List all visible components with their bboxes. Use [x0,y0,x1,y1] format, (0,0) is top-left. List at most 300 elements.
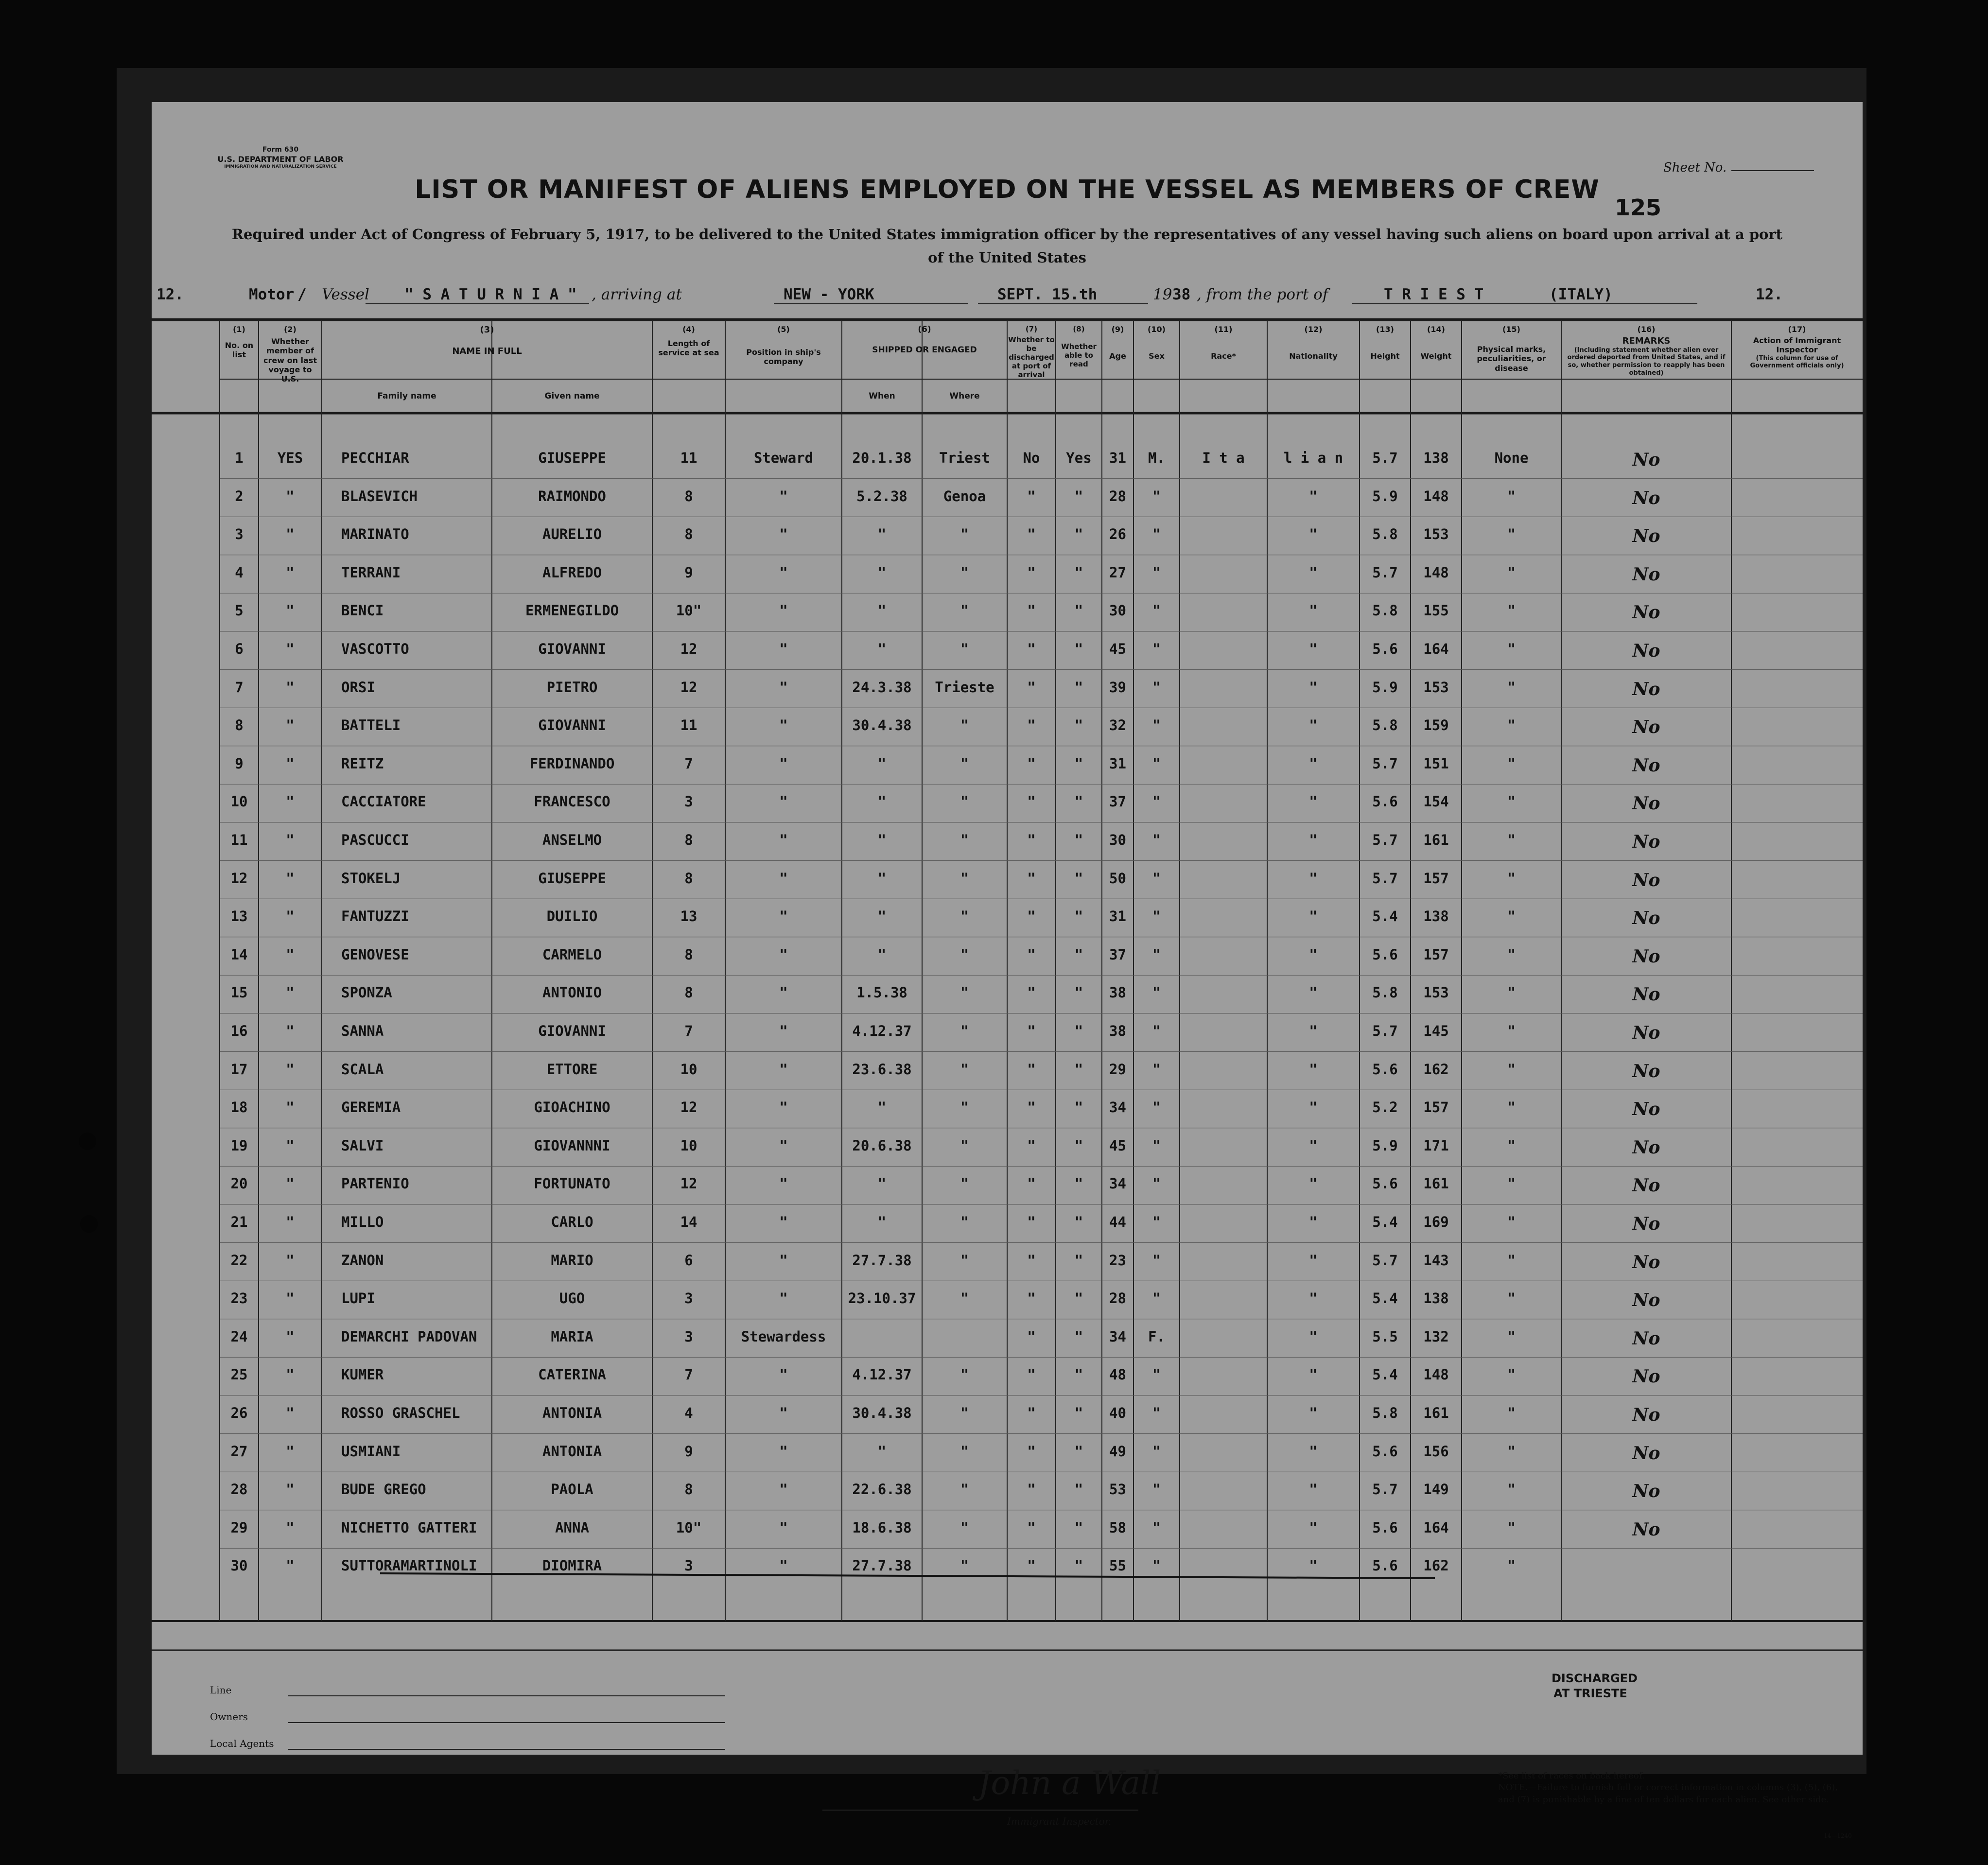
cell-sex: " [1152,1099,1161,1116]
cell-when: 30.4.38 [852,1405,912,1421]
cell-age: 45 [1109,641,1126,657]
cell-when: " [877,1214,887,1230]
cell-sex: M. [1148,450,1165,466]
cell-position: " [779,1023,788,1039]
cell-service: 3 [684,793,693,810]
cell-discharge: " [1027,1405,1036,1421]
department-name: U.S. DEPARTMENT OF LABOR [217,154,344,164]
cell-where: " [960,1175,969,1192]
cell-height: 5.2 [1372,1099,1398,1116]
cell-marks: " [1507,984,1516,1001]
cell-discharge: " [1027,1137,1036,1154]
cell-given: FORTUNATO [534,1175,610,1192]
cell-marks: None [1494,450,1529,466]
cell-height: 5.9 [1372,488,1398,505]
cell-service: 7 [684,1366,693,1383]
cell-when: 24.3.38 [852,679,912,696]
cell-position: " [779,641,788,657]
cell-read: " [1074,1252,1083,1269]
cell-no: 20 [230,1175,248,1192]
cell-where: " [960,984,969,1001]
cell-nationality: " [1309,946,1318,963]
cell-service: 3 [684,1290,693,1307]
cell-family: ORSI [341,679,375,696]
cell-where: " [960,1214,969,1230]
cell-given: ETTORE [546,1061,598,1078]
owners-field [288,1722,725,1723]
cell-no: 6 [235,641,244,657]
cell-position: " [779,602,788,619]
cell-remarks: No [1632,526,1660,547]
cell-nationality: " [1309,1328,1318,1345]
cell-sex: " [1152,755,1161,772]
header-position: (5) Position in ship's company [746,325,821,366]
cell-where: Triest [939,450,990,466]
sheet-right-number: 12. [1756,286,1783,303]
cell-remarks: No [1632,1366,1660,1387]
cell-position: Stewardess [741,1328,826,1345]
cell-remarks: No [1632,564,1660,585]
cell-no: 16 [230,1023,248,1039]
cell-when: 27.7.38 [852,1252,912,1269]
cell-weight: 149 [1423,1481,1449,1498]
cell-discharge: " [1027,1214,1036,1230]
cell-position: " [779,1099,788,1116]
cell-given: GIOVANNNI [534,1137,610,1154]
cell-when: 18.6.38 [852,1519,912,1536]
cell-given: ANNA [555,1519,589,1536]
cell-when: 20.1.38 [852,450,912,466]
cell-when: 4.12.37 [852,1366,912,1383]
header-where: Where [949,391,980,401]
cell-age: 45 [1109,1137,1126,1154]
manifest-sheet [152,102,1863,1839]
cell-crew: " [286,1405,295,1421]
cell-remarks: No [1632,1481,1660,1502]
cell-height: 5.4 [1372,908,1398,925]
cell-no: 22 [230,1252,248,1269]
cell-given: RAIMONDO [538,488,606,505]
cell-crew: " [286,1214,295,1230]
cell-crew: " [286,793,295,810]
cell-where: " [960,832,969,848]
cell-read: " [1074,488,1083,505]
cell-read: " [1074,1366,1083,1383]
cell-discharge: " [1027,908,1036,925]
cell-discharge: " [1027,526,1036,543]
cell-nationality: " [1309,641,1318,657]
cell-no: 26 [230,1405,248,1421]
cell-given: MARIO [551,1252,593,1269]
cell-weight: 159 [1423,717,1449,734]
cell-given: ANTONIA [542,1405,602,1421]
line-label: Line [210,1684,232,1696]
cell-where: " [960,755,969,772]
cell-crew: " [286,755,295,772]
cell-when: " [877,641,887,657]
cell-when: 1.5.38 [856,984,907,1001]
cell-when: " [877,793,887,810]
from-country: (ITALY) [1549,286,1613,303]
cell-no: 28 [230,1481,248,1498]
header-family-name: Family name [377,391,436,401]
cell-read: " [1074,564,1083,581]
cell-family: BENCI [341,602,384,619]
cell-crew: " [286,564,295,581]
cell-age: 23 [1109,1252,1126,1269]
header-name-in-full: (3) NAME IN FULL [452,325,522,356]
cell-nationality: " [1309,755,1318,772]
cell-read: " [1074,717,1083,734]
cell-crew: " [286,641,295,657]
cell-nationality: " [1309,1481,1318,1498]
cell-remarks: No [1632,1137,1660,1158]
service-name: IMMIGRATION AND NATURALIZATION SERVICE [224,164,337,169]
cell-marks: " [1507,1137,1516,1154]
cell-age: 37 [1109,793,1126,810]
cell-nationality: " [1309,488,1318,505]
cell-read: " [1074,1443,1083,1460]
form-number: Form 630 [262,146,299,154]
cell-crew: " [286,526,295,543]
cell-position: " [779,1405,788,1421]
cell-service: 12 [680,641,698,657]
cell-read: " [1074,1214,1083,1230]
cell-when: 5.2.38 [856,488,907,505]
header-given-name: Given name [544,391,600,401]
cell-no: 27 [230,1443,248,1460]
cell-remarks: No [1632,1214,1660,1234]
cell-given: PIETRO [546,679,598,696]
cell-discharge: " [1027,755,1036,772]
cell-service: 3 [684,1328,693,1345]
cell-sex: " [1152,1175,1161,1192]
header-discharged: (7) Whether to be discharged at port of arrival [1008,325,1055,379]
cell-weight: 164 [1423,1519,1449,1536]
cell-no: 7 [235,679,244,696]
cell-given: AURELIO [542,526,602,543]
cell-when: 27.7.38 [852,1557,912,1574]
cell-height: 5.8 [1372,984,1398,1001]
cell-crew: " [286,717,295,734]
cell-weight: 153 [1423,984,1449,1001]
vessel-name: " S A T U R N I A " [404,286,577,303]
penalty-note: NOTE.—Failure to furnish full or correct information in columns (3), (5), (6), and (7) is punishable by a fine of ten dollars for each alien. See other side. [1498,1782,1838,1805]
cell-marks: " [1507,1328,1516,1345]
cell-remarks: No [1632,1061,1660,1081]
cell-height: 5.8 [1372,526,1398,543]
cell-height: 5.6 [1372,1519,1398,1536]
cell-weight: 164 [1423,641,1449,657]
cell-given: GIUSEPPE [538,870,606,887]
cell-nationality: " [1309,1366,1318,1383]
cell-height: 5.8 [1372,602,1398,619]
cell-height: 5.8 [1372,717,1398,734]
cell-discharge: " [1027,1557,1036,1574]
cell-height: 5.7 [1372,564,1398,581]
header-weight: (14) Weight [1420,325,1452,361]
cell-marks: " [1507,1443,1516,1460]
cell-given: ANSELMO [542,832,602,848]
cell-remarks: No [1632,602,1660,623]
line-field [288,1695,725,1696]
cell-discharge: " [1027,1252,1036,1269]
cell-read: " [1074,602,1083,619]
cell-marks: " [1507,1405,1516,1421]
cell-remarks: No [1632,1519,1660,1540]
cell-sex: " [1152,488,1161,505]
cell-discharge: " [1027,1061,1036,1078]
binder-hole [80,1215,98,1233]
cell-no: 24 [230,1328,248,1345]
cell-read: " [1074,1405,1083,1421]
cell-remarks: No [1632,1099,1660,1120]
cell-sex: " [1152,526,1161,543]
cell-weight: 145 [1423,1023,1449,1039]
cell-when: " [877,946,887,963]
header-sex: (10) Sex [1148,325,1166,361]
header-able-to-read: (8) Whether able to read [1061,325,1097,368]
cell-crew: YES [277,450,303,466]
cell-read: " [1074,946,1083,963]
cell-discharge: " [1027,679,1036,696]
header-race: (11) Race* [1211,325,1236,361]
cell-family: REITZ [341,755,384,772]
cell-where: " [960,717,969,734]
year-suffix: 38 [1172,286,1191,303]
cell-remarks: No [1632,679,1660,699]
cell-given: GIUSEPPE [538,450,606,466]
cell-sex: " [1152,870,1161,887]
vessel-label: Vessel [322,286,369,303]
footer-notes [1498,1770,1848,1806]
cell-marks: " [1507,602,1516,619]
cell-when: " [877,526,887,543]
cell-where: Genoa [943,488,986,505]
page-number: 125 [1615,194,1662,221]
cell-family: SALVI [341,1137,384,1154]
cell-service: 8 [684,984,693,1001]
cell-crew: " [286,1328,295,1345]
cell-marks: " [1507,1290,1516,1307]
cell-no: 2 [235,488,244,505]
cell-no: 3 [235,526,244,543]
cell-read: " [1074,984,1083,1001]
cell-no: 5 [235,602,244,619]
cell-nationality: " [1309,1137,1318,1154]
cell-nationality: " [1309,1557,1318,1574]
cell-family: PASCUCCI [341,832,409,848]
cell-sex: F. [1148,1328,1165,1345]
cell-position: " [779,755,788,772]
cell-remarks: No [1632,450,1660,470]
cell-where: Trieste [935,679,994,696]
cell-weight: 161 [1423,832,1449,848]
cell-family: SPONZA [341,984,392,1001]
sheet-left-number: 12. [157,286,184,303]
cell-given: GIOVANNI [538,641,606,657]
cell-nationality: " [1309,984,1318,1001]
cell-weight: 138 [1423,908,1449,925]
cell-where: " [960,1557,969,1574]
cell-position: " [779,1137,788,1154]
cell-where: " [960,641,969,657]
cell-marks: " [1507,679,1516,696]
cell-read: " [1074,1290,1083,1307]
cell-height: 5.7 [1372,1481,1398,1498]
cell-position: " [779,1443,788,1460]
cell-nationality: " [1309,602,1318,619]
cell-when: " [877,1175,887,1192]
cell-position: " [779,1366,788,1383]
cell-crew: " [286,1137,295,1154]
cell-service: 10" [676,602,702,619]
cell-position: " [779,1252,788,1269]
cell-weight: 162 [1423,1557,1449,1574]
cell-read: " [1074,1328,1083,1345]
cell-read: " [1074,679,1083,696]
cell-weight: 157 [1423,1099,1449,1116]
cell-family: USMIANI [341,1443,401,1460]
cell-height: 5.9 [1372,679,1398,696]
cell-marks: " [1507,564,1516,581]
cell-service: 11 [680,717,698,734]
cell-family: PARTENIO [341,1175,409,1192]
cell-given: CARMELO [542,946,602,963]
cell-discharge: " [1027,564,1036,581]
cell-family: BUDE GREGO [341,1481,426,1498]
cell-position: " [779,1557,788,1574]
cell-where: " [960,870,969,887]
cell-discharge: " [1027,1328,1036,1345]
cell-age: 32 [1109,717,1126,734]
cell-read: " [1074,1061,1083,1078]
cell-position: " [779,1290,788,1307]
cell-no: 17 [230,1061,248,1078]
cell-service: 12 [680,679,698,696]
cell-service: 6 [684,1252,693,1269]
cell-crew: " [286,1519,295,1536]
cell-height: 5.6 [1372,1061,1398,1078]
cell-weight: 153 [1423,526,1449,543]
cell-discharge: No [1023,450,1040,466]
cell-given: ALFREDO [542,564,602,581]
cell-age: 39 [1109,679,1126,696]
cell-age: 31 [1109,450,1126,466]
cell-no: 21 [230,1214,248,1230]
header-age: (9) Age [1109,325,1126,361]
cell-age: 28 [1109,1290,1126,1307]
cell-read: " [1074,526,1083,543]
cell-nationality: " [1309,1023,1318,1039]
cell-service: 14 [680,1214,698,1230]
cell-marks: " [1507,488,1516,505]
cell-nationality: " [1309,1175,1318,1192]
cell-remarks: No [1632,1443,1660,1464]
cell-position: " [779,1481,788,1498]
cell-discharge: " [1027,1175,1036,1192]
cell-no: 29 [230,1519,248,1536]
cell-service: 9 [684,1443,693,1460]
signature-line [822,1810,1138,1811]
cell-service: 8 [684,488,693,505]
cell-sex: " [1152,1366,1161,1383]
cell-position: " [779,1519,788,1536]
cell-read: " [1074,870,1083,887]
cell-read: " [1074,1519,1083,1536]
cell-discharge: " [1027,984,1036,1001]
cell-family: LUPI [341,1290,375,1307]
cell-sex: " [1152,832,1161,848]
arrival-date: SEPT. 15.th [997,286,1098,303]
cell-position: " [779,1175,788,1192]
cell-weight: 148 [1423,1366,1449,1383]
cell-weight: 169 [1423,1214,1449,1230]
cell-remarks: No [1632,755,1660,776]
cell-when: 23.6.38 [852,1061,912,1078]
cell-age: 58 [1109,1519,1126,1536]
cell-read: " [1074,641,1083,657]
cell-remarks: No [1632,870,1660,890]
cell-sex: " [1152,1061,1161,1078]
cell-read: " [1074,1099,1083,1116]
cell-family: KUMER [341,1366,384,1383]
cell-where: " [960,1252,969,1269]
cell-age: 53 [1109,1481,1126,1498]
header-crew-last-voyage: (2) Whether member of crew on last voyage to U.S. [263,325,317,383]
cell-when: " [877,832,887,848]
cell-remarks: No [1632,1175,1660,1196]
cell-position: Steward [753,450,814,466]
cell-where: " [960,1481,969,1498]
inspector-signature: John a Wall [978,1764,1161,1802]
cell-position: " [779,832,788,848]
cell-service: 12 [680,1099,698,1116]
cell-nationality: " [1309,1061,1318,1078]
cell-position: " [779,984,788,1001]
cell-where: " [960,1443,969,1460]
cell-given: FRANCESCO [534,793,610,810]
cell-remarks: No [1632,717,1660,738]
cell-service: 8 [684,526,693,543]
page-title: LIST OR MANIFEST OF ALIENS EMPLOYED ON THE VESSEL AS MEMBERS OF CREW [415,175,1600,204]
cell-marks: " [1507,1214,1516,1230]
cell-service: 8 [684,832,693,848]
cell-discharge: " [1027,717,1036,734]
cell-sex: " [1152,602,1161,619]
cell-service: 12 [680,1175,698,1192]
cell-no: 12 [230,870,248,887]
cell-remarks: No [1632,1328,1660,1349]
races-note: *See list of races on back hereof. [1498,1771,1645,1781]
cell-nationality: " [1309,717,1318,734]
binder-hole [79,1133,96,1150]
cell-position: " [779,564,788,581]
cell-crew: " [286,602,295,619]
cell-nationality: " [1309,526,1318,543]
form-code: 14—1240 [1824,1832,1852,1839]
sheet-number-label: Sheet No. [1663,160,1727,175]
cell-crew: " [286,1557,295,1574]
header-inspector-action: (17) Action of Immigrant Inspector (This column for use of Government officials only) [1750,325,1844,370]
vessel-type-slash: / [297,286,307,303]
cell-age: 31 [1109,908,1126,925]
cell-sex: " [1152,679,1161,696]
cell-sex: " [1152,1214,1161,1230]
cell-service: 7 [684,1023,693,1039]
cell-where: " [960,564,969,581]
cell-crew: " [286,1290,295,1307]
